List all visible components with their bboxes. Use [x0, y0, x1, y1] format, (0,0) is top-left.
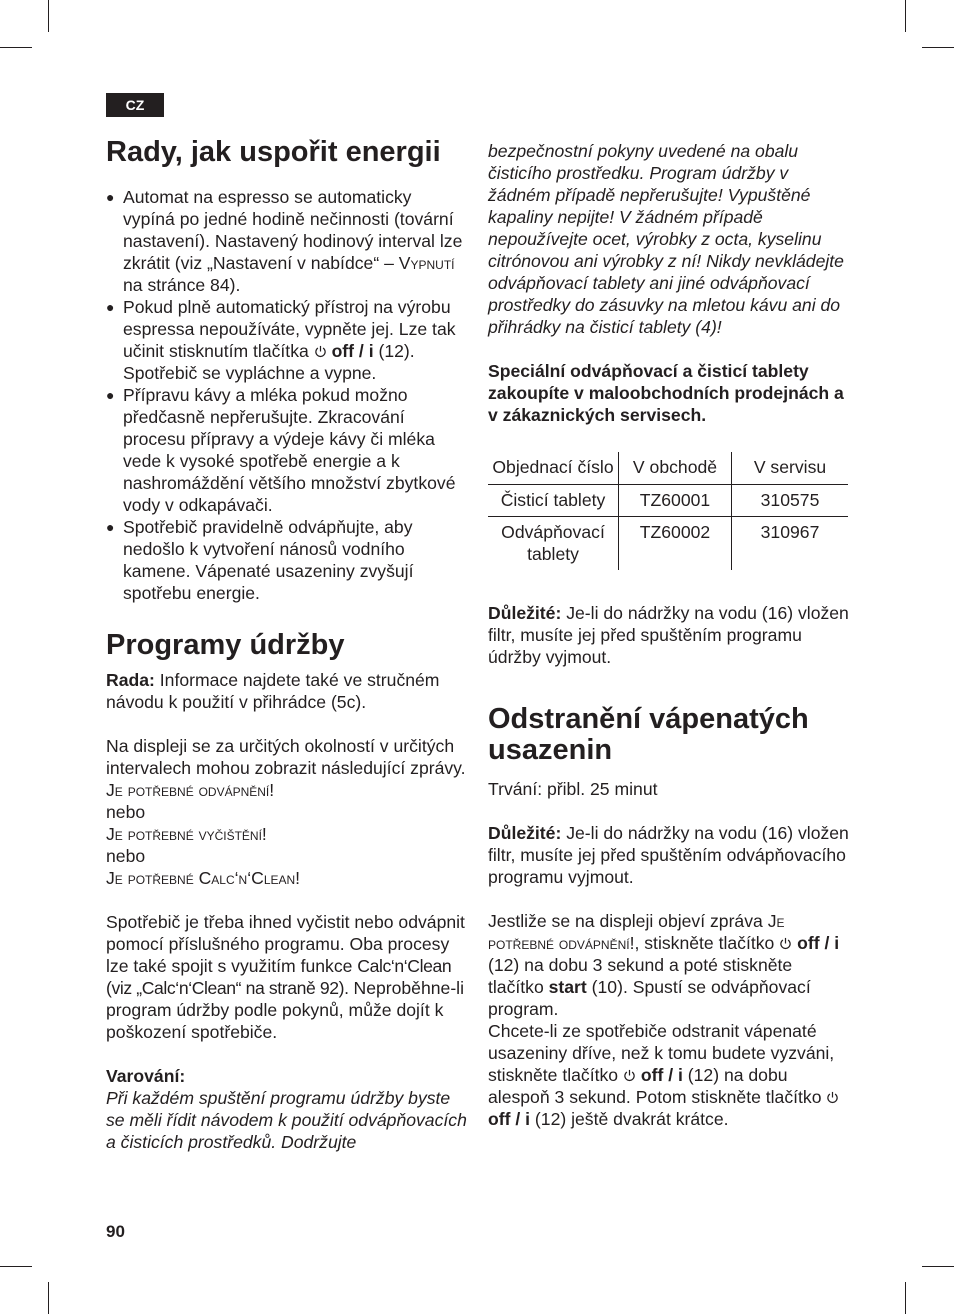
tip-paragraph — [106, 669, 468, 713]
message-clean: Je potřebné vyčištění! — [106, 824, 267, 844]
tip-label: Rada: — [106, 670, 155, 690]
right-column — [488, 140, 852, 1130]
info-icon: i — [525, 1109, 531, 1129]
warning-text: Při každém spuštění programu údržby byste se měli řídit návodem k použití odvápňovacích a čisticích prostředků. Dodržujte — [106, 1088, 467, 1152]
display-intro: Na displeji se za určitých okolností v určitých intervalech mohou zobrazit následující zprávy. — [106, 736, 466, 778]
table-row — [488, 485, 848, 517]
important-label: Důležité: — [488, 603, 562, 623]
table-cell: 310967 — [732, 517, 849, 571]
off-label: off / — [331, 341, 369, 361]
descale-instructions — [488, 910, 852, 1020]
bullet-text: Automat na espresso se automaticky vypíná po jedné hodině nečinnosti (tovární nastavení). Nastavený hodinový interval lze zkrátit (viz „Nastavení v nabídce“ – — [123, 187, 463, 273]
descaling-heading: Odstranění vápenatých usazenin — [488, 703, 809, 766]
warning-label: Varování: — [106, 1066, 186, 1086]
paragraph-text: Neproběhne-li program údržby podle pokynů, může dojít k poškození spotřebiče. — [106, 978, 465, 1042]
menu-reference: Vypnutí — [398, 253, 455, 273]
power-icon — [826, 1091, 839, 1104]
power-icon — [779, 937, 792, 950]
crop-mark — [0, 1266, 32, 1267]
table-header: V servisu — [732, 452, 849, 485]
important-label: Důležité: — [488, 823, 562, 843]
crop-mark — [48, 0, 49, 32]
list-item: ● Spotřebič pravidelně odvápňujte, aby nedošlo k vytvoření nánosů vodního kamene. Vápenaté usazeniny zvyšují spotřebu energie. — [106, 516, 468, 604]
bullet-text: na stránce 84). — [123, 275, 241, 295]
table-cell: 310575 — [732, 485, 849, 517]
parts-table — [488, 452, 848, 570]
table-cell: Odvápňovací tablety — [501, 522, 605, 564]
crop-mark — [905, 1282, 906, 1314]
paragraph-text: Jestliže se na displeji objeví zpráva — [488, 911, 768, 931]
special-tablets-note: Speciální odvápňovací a čisticí tablety zakoupíte v maloobchodních prodejnách a v zákaznických servisech. — [488, 361, 844, 425]
table-cell: Čisticí tablety — [488, 485, 619, 517]
info-icon: i — [677, 1065, 683, 1085]
crop-mark — [905, 0, 906, 32]
message-descale: Je potřebné odvápnění! — [106, 780, 275, 800]
info-icon: i — [368, 341, 374, 361]
crop-mark — [0, 47, 32, 48]
bullet-text: (12). Spotřebič se vypláchne a vypne. — [123, 341, 415, 383]
bullet-text: Pokud plně automatický přístroj na výrobu espressa nepoužíváte, vypněte jej. Lze tak učinit stisknutím tlačítka — [123, 297, 456, 361]
page-number: 90 — [106, 1222, 125, 1241]
or-text: nebo — [106, 802, 146, 822]
important-text: Je-li do nádržky na vodu (16) vložen filtr, musíte jej před spuštěním odvápňovacího programu vyjmout. — [488, 823, 849, 887]
paragraph-text: (12) ještě dvakrát krátce. — [530, 1109, 729, 1129]
table-cell: TZ60002 — [619, 517, 732, 571]
list-item — [106, 186, 468, 296]
off-label: off / — [488, 1109, 526, 1129]
paragraph-text: Calc‘n‘Clean (viz „Calc‘n‘Clean“ na straně 92). — [106, 956, 452, 998]
early-descale-instructions — [488, 1020, 852, 1130]
paragraph-text: (10). Spustí se odvápňovací program. — [488, 977, 811, 1019]
paragraph-text: Chcete-li ze spotřebiče odstranit vápenaté usazeniny dříve, než k tomu budete vyzváni, stiskněte tlačítko — [488, 1021, 835, 1085]
important-text: Je-li do nádržky na vodu (16) vložen filtr, musíte jej před spuštěním programu údržby vyjmout. — [488, 603, 849, 667]
left-column — [106, 132, 468, 1153]
language-tab: CZ — [106, 93, 164, 117]
energy-heading: Rady, jak uspořit energii — [106, 136, 441, 168]
list-item — [106, 296, 468, 384]
important-paragraph — [488, 602, 852, 668]
important-paragraph — [488, 822, 852, 888]
table-cell: TZ60001 — [619, 485, 732, 517]
off-label: off / — [640, 1065, 678, 1085]
message-calc-clean: Je potřebné Calc‘n‘Clean! — [106, 868, 301, 888]
table-header-row — [488, 452, 848, 485]
maintenance-heading: Programy údržby — [106, 629, 345, 661]
message-descale: Je potřebné odvápnění! — [488, 911, 785, 953]
tip-text: Informace najdete také ve stručném návodu k použití v přihrádce (5c). — [106, 670, 440, 712]
paragraph-text: (12) na dobu alespoň 3 sekund. Potom stiskněte tlačítko — [488, 1065, 827, 1107]
table-header: V obchodě — [619, 452, 732, 485]
start-label: start — [548, 977, 587, 997]
crop-mark — [922, 47, 954, 48]
crop-mark — [48, 1282, 49, 1314]
warning-continued: bezpečnostní pokyny uvedené na obalu čisticího prostředku. Program údržby v žádném případě nepřerušujte! Vypuštěné kapaliny nepijte! V žádném případě nepoužívejte ocet, výrobky z octa, kyselinu citrónovou ani výrobky z ní! Nikdy nevkládejte odvápňovací tablety ani jiné odvápňovací prostředky do zásuvky na mletou kávu ani do přihrádky na čisticí tablety (4)! — [488, 141, 844, 337]
power-icon — [623, 1069, 636, 1082]
energy-tips-list — [106, 186, 468, 604]
duration-text: Trvání: přibl. 25 minut — [488, 779, 658, 799]
list-item: ● Přípravu kávy a mléka pokud možno předčasně nepřerušujte. Zkracování procesu přípravy a výdeje kávy či mléka vede k vysoké spotřebě energie a k nashromáždění většího množství zbytkové vody v odkapávači. — [106, 384, 468, 516]
crop-mark — [922, 1266, 954, 1267]
power-icon — [314, 345, 327, 358]
paragraph-text: Spotřebič je třeba ihned vyčistit nebo odvápnit pomocí příslušného programu. Oba procesy lze také spojit s využitím funkce — [106, 912, 465, 976]
paragraph-text: , stiskněte tlačítko — [634, 933, 780, 953]
paragraph-text: (12) na dobu 3 sekund a poté stiskněte tlačítko — [488, 955, 793, 997]
clean-paragraph — [106, 911, 468, 1043]
off-label: off / — [797, 933, 835, 953]
info-icon: i — [834, 933, 840, 953]
or-text: nebo — [106, 846, 146, 866]
table-header: Objednací číslo — [488, 452, 619, 485]
table-row — [488, 517, 848, 571]
